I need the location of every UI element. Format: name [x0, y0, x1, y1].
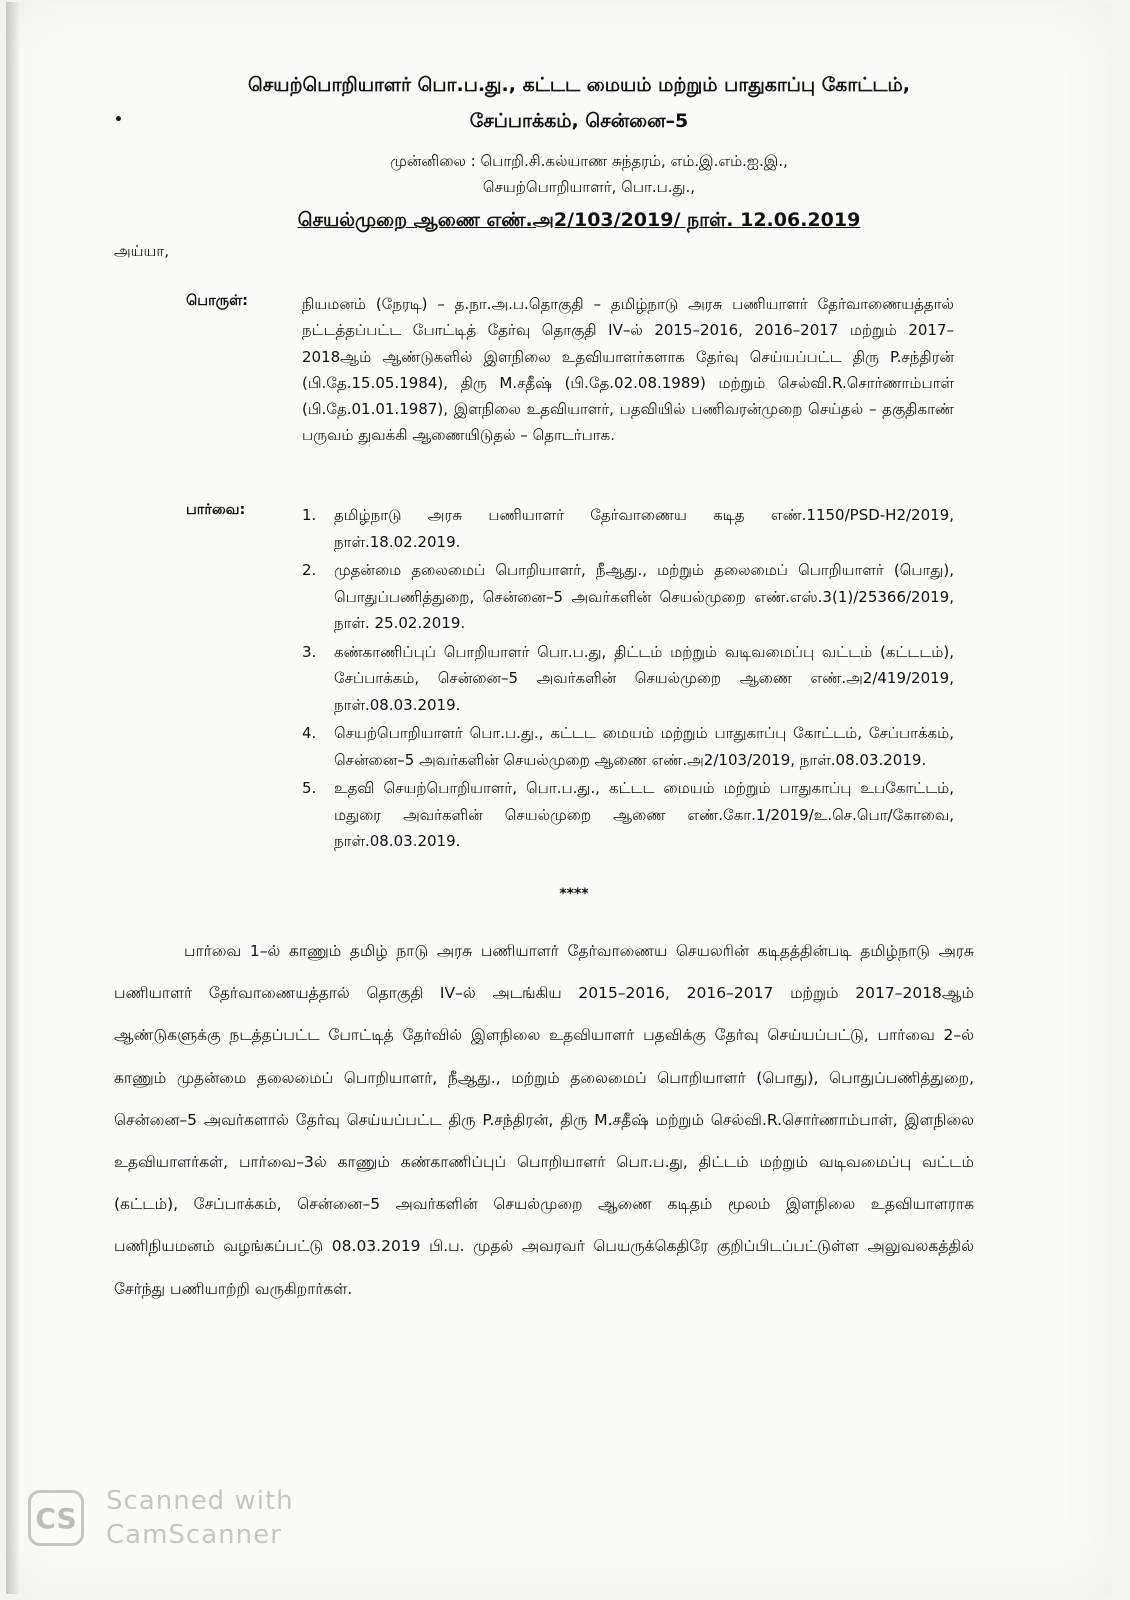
page-edge-shadow: [6, 2, 20, 1594]
salutation: அய்யா,: [114, 242, 169, 260]
section-separator: ****: [559, 886, 589, 902]
reference-item: [302, 502, 954, 555]
reference-text: செயற்பொறியாளர் பொ.ப.து., கட்டட மையம் மற்றும் பாதுகாப்பு கோட்டம், சேப்பாக்கம், சென்னை–5 அவர்களின் செயல்முறை ஆணை எண்.அ2/103/2019, நாள்.08.03.2019.: [334, 724, 954, 769]
office-title-line1: செயற்பொறியாளர் பொ.ப.து., கட்டட மையம் மற்றும் பாதுகாப்பு கோட்டம்,: [247, 74, 911, 96]
subject-text: நியமனம் (நேரடி) – த.நா.அ.ப.தொகுதி – தமிழ்நாடு அரசு பணியாளர் தேர்வாணையத்தால் நட்டத்தப்பட்ட போட்டித் தேர்வு தொகுதி IV–ல் 2015–2016, 2016–2017 மற்றும் 2017–2018ஆம் ஆண்டுகளில் இளநிலை உதவியாளர்களாக தேர்வு செய்யப்பட்ட திரு P.சந்திரன் (பி.தே.15.05.1984), திரு M.சதீஷ் (பி.தே.02.08.1989) மற்றும் செல்வி.R.சொர்ணாம்பாள் (பி.தே.01.01.1987), இளநிலை உதவியாளர், பதவியில் பணிவரன்முறை செய்தல் – தகுதிகாண் பருவம் துவக்கி ஆணையிடுதல் – தொடர்பாக.: [302, 295, 954, 445]
subject-label: பொருள்:: [186, 293, 248, 309]
reference-item: [302, 775, 954, 855]
reference-number: 5.: [302, 779, 317, 797]
reference-item: [302, 720, 954, 773]
watermark-line2: CamScanner: [106, 1520, 282, 1550]
body-paragraph: பார்வை 1–ல் காணும் தமிழ் நாடு அரசு பணியாளர் தேர்வாணைய செயலரின் கடிதத்தின்படி தமிழ்நாடு அரசு பணியாளர் தேர்வாணையத்தால் தொகுதி IV–ல் அடங்கிய 2015–2016, 2016–2017 மற்றும் 2017–2018ஆம் ஆண்டுகளுக்கு நடத்தப்பட்ட போட்டித் தேர்வில் இளநிலை உதவியாளர் பதவிக்கு தேர்வு செய்யப்பட்டு, பார்வை 2–ல் காணும் முதன்மை தலைமைப் பொறியாளர், நீஆது., மற்றும் தலைமைப் பொறியாளர் (பொது), பொதுப்பணித்துறை, சென்னை–5 அவர்களால் தேர்வு செய்யப்பட்ட திரு P.சந்திரன், திரு M.சதீஷ் மற்றும் செல்வி.R.சொர்ணாம்பாள், இளநிலை உதவியாளர்கள், பார்வை–3ல் காணும் கண்காணிப்புப் பொறியாளர் பொ.ப.து, திட்டம் மற்றும் வடிவமைப்பு வட்டம் (கட்டம்), சேப்பாக்கம், சென்னை–5 அவர்களின் செயல்முறை ஆணை கடிதம் மூலம் இளநிலை உதவியாளராக பணிநியமனம் வழங்கப்பட்டு 08.03.2019 பி.ப. முதல் அவரவர் பெயருக்கெதிரே குறிப்பிடப்பட்டுள்ள அலுவலகத்தில் சேர்ந்து பணியாற்றி வருகிறார்கள்.: [114, 942, 974, 1298]
reference-text: கண்காணிப்புப் பொறியாளர் பொ.ப.து, திட்டம் மற்றும் வடிவமைப்பு வட்டம் (கட்டடம்), சேப்பாக்கம், சென்னை–5 அவர்களின் செயல்முறை ஆணை எண்.அ2/419/2019, நாள்.08.03.2019.: [334, 642, 954, 714]
reference-item: [302, 639, 954, 719]
camscanner-watermark: [28, 1484, 294, 1552]
reference-text: தமிழ்நாடு அரசு பணியாளர் தேர்வாணைய கடித எண்.1150/PSD-H2/2019, நாள்.18.02.2019.: [334, 506, 954, 551]
reference-number: 1.: [302, 506, 317, 524]
reference-number: 3.: [302, 642, 317, 661]
camscanner-logo-icon: CS: [28, 1490, 84, 1546]
references-label: பார்வை:: [186, 502, 246, 518]
office-title-line2: சேப்பாக்கம், சென்னை–5: [469, 110, 689, 132]
reference-text: முதன்மை தலைமைப் பொறியாளர், நீஆது., மற்றும் தலைமைப் பொறியாளர் (பொது), பொதுப்பணித்துறை, சென்னை–5 அவர்களின் செயல்முறை எண்.எஸ்.3(1)/25366/2019, நாள். 25.02.2019.: [334, 561, 954, 632]
presence-line2: செயற்பொறியாளர், பொ.ப.து.,: [482, 178, 696, 196]
reference-item: [302, 557, 954, 637]
reference-number: 4.: [302, 724, 317, 742]
presence-line1: முன்னிலை : பொறி.சி.கல்யாண சுந்தரம், எம்.இ.எம்.ஐ.இ.,: [390, 152, 788, 170]
stray-mark: •: [114, 112, 123, 128]
watermark-text: [106, 1484, 294, 1552]
watermark-line1: Scanned with: [106, 1486, 294, 1516]
reference-number: 2.: [302, 561, 317, 579]
reference-text: உதவி செயற்பொறியாளர், பொ.ப.து., கட்டட மையம் மற்றும் பாதுகாப்பு உபகோட்டம், மதுரை அவர்களின் செயல்முறை ஆணை எண்.கோ.1/2019/உ.செ.பொ/கோவை, நாள்.08.03.2019.: [334, 779, 954, 850]
references-list: [302, 502, 954, 857]
order-number-title: செயல்முறை ஆணை எண்.அ2/103/2019/ நாள். 12.06.2019: [297, 209, 861, 231]
scanned-document-page: [6, 2, 1112, 1594]
